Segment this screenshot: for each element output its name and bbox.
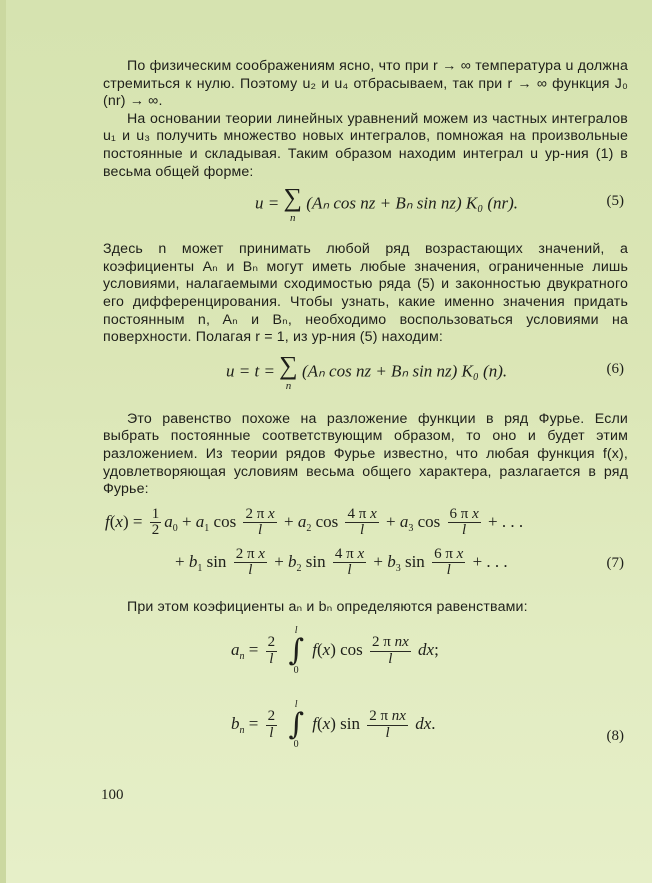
eq5-body: (Aₙ cos nz + Bₙ sin nz) K₀ (nr). xyxy=(306,193,519,213)
book-page xyxy=(103,58,628,776)
page-left-edge xyxy=(0,0,6,883)
page-number: 100 xyxy=(101,787,124,803)
equation-number-7: (7) xyxy=(606,554,624,571)
equation-8b: $b_n$ = $\frac{2}{l}$ l ∫ 0 f(x) sin $\frac{\text{2 π nx}}{l}$ dx. (8) xyxy=(231,699,624,751)
paragraph-5: При этом коэфициенты aₙ и bₙ определяются равенствами: xyxy=(127,598,528,615)
sum-symbol: ∑ n xyxy=(279,350,298,392)
equation-6 xyxy=(103,349,628,411)
equation-number-8: (8) xyxy=(606,728,624,745)
eq5-lhs: u = xyxy=(255,193,280,213)
integral-symbol: l ∫ 0 xyxy=(288,625,304,677)
equation-number-6: (6) xyxy=(606,360,624,377)
eq7-line-1: f(x) = $\frac{1}{2}$ $a_0 + a_1$ cos $\frac{\text{2 π x}}{l}$ + $a_2$ cos $\frac{\text{4 π x}}{l}$ + $a_3$ cos $\frac{\text{6 π x}}{l}$ + . . . xyxy=(105,505,524,539)
equation-number-5: (5) xyxy=(606,193,624,210)
integral-symbol: l ∫ 0 xyxy=(288,699,304,751)
equation-7 xyxy=(103,503,628,589)
eq6-body: (Aₙ cos nz + Bₙ sin nz) K₀ (n). xyxy=(301,361,508,381)
paragraph-3: Здесь n может принимать любой ряд возрастающих значений, а коэфициенты Aₙ и Bₙ могут иметь любые значения, ограниченные лишь условиями, налагаемыми сходимостью ряда (5) и законностью двукратного его дифференцирования. Чтобы узнать, какие именно значения придать постоянным n, Aₙ и Bₙ, необходимо воспользоваться условиями на поверхности. Полагая r = 1, из ур-ния (5) находим: xyxy=(103,241,628,346)
paragraph-4: Это равенство похоже на разложение функции в ряд Фурье. Если выбрать постоянные соответствующим образом, то оно и будет этим разложением. Из теории рядов Фурье известно, что любая функция f(x), удовлетворяющая условиям весьма общего характера, разлагается в ряд Фурье: xyxy=(103,410,628,498)
paragraph-1: По физическим соображениям ясно, что при r → ∞ температура u должна стремиться к нулю. Поэтому u₂ и u₄ отбрасываем, так при r → ∞ функция J₀ (nr) → ∞. xyxy=(103,58,628,110)
equation-5 xyxy=(103,183,628,241)
sum-symbol: ∑ n xyxy=(283,183,303,225)
eq6-lhs: u = t = xyxy=(226,361,275,381)
eq7-line-2: + $b_1$ sin $\frac{\text{2 π x}}{l}$ + $b_2$ sin $\frac{\text{4 π x}}{l}$ + $b_3$ sin $\frac{\text{6 π x}}{l}$ + . . . xyxy=(175,545,508,579)
equation-8a: $a_n$ = $\frac{2}{l}$ l ∫ 0 f(x) cos $\frac{\text{2 π nx}}{l}$ dx; xyxy=(231,625,439,677)
paragraph-2: На основании теории линейных уравнений можем из частных интегралов u₁ и u₃ получить множество новых интегралов, помножая на произвольные постоянные и складывая. Таким образом находим интеграл u ур-ния (1) в весьма общей форме: xyxy=(103,110,628,180)
